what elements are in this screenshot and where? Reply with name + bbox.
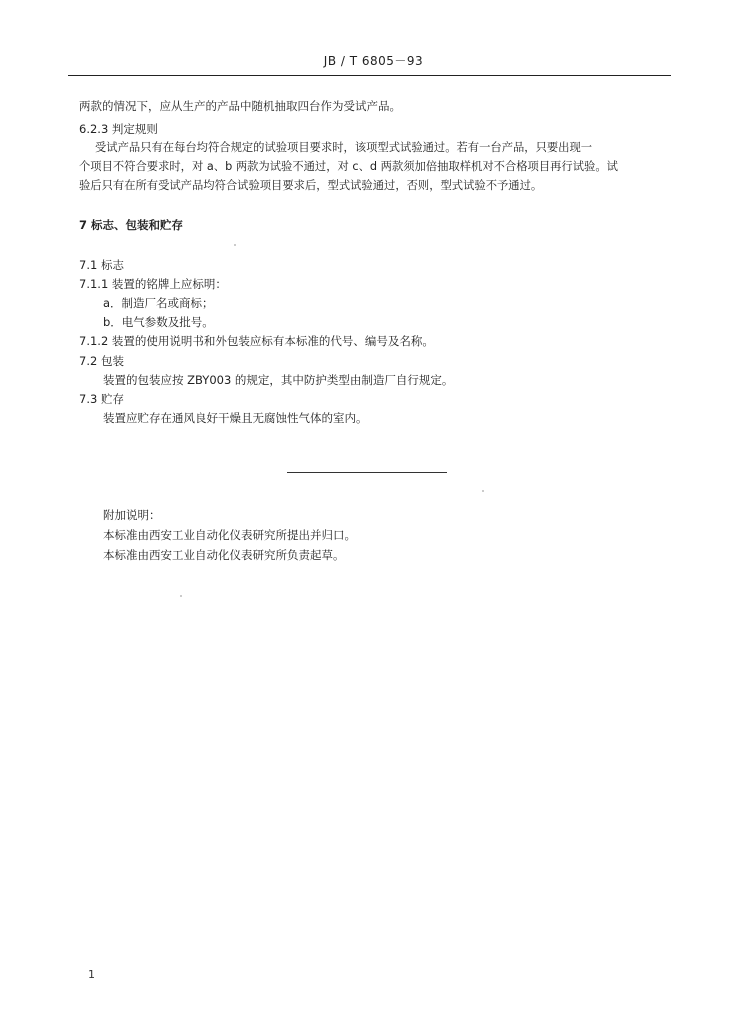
section-7-3-heading: 7.3 贮存 <box>79 392 124 406</box>
additional-notes-title: 附加说明： <box>103 508 161 522</box>
storage-text: 装置应贮存在通风良好干燥且无腐蚀性气体的室内。 <box>103 411 368 425</box>
end-of-text-rule <box>287 472 447 473</box>
item-a-manufacturer: a．制造厂名或商标； <box>103 296 214 310</box>
additional-notes-line-2: 本标准由西安工业自动化仪表研究所负责起草。 <box>103 548 345 562</box>
section-7-1-2: 7.1.2 装置的使用说明书和外包装应标有本标准的代号、编号及名称。 <box>79 334 434 348</box>
additional-notes-line-1: 本标准由西安工业自动化仪表研究所提出并归口。 <box>103 528 356 542</box>
item-b-electrical-params: b．电气参数及批号。 <box>103 315 214 329</box>
page-number: 1 <box>88 968 95 981</box>
scan-speck <box>234 244 236 246</box>
packaging-text: 装置的包装应按 ZBY003 的规定，其中防护类型由制造厂自行规定。 <box>103 373 454 387</box>
judgement-rule-line-2: 个项目不符合要求时，对 a、b 两款为试验不通过，对 c、d 两款须加倍抽取样机对不合格项目再行试验。试 <box>79 160 618 173</box>
scan-speck <box>180 595 182 597</box>
judgement-rule-line-1: 受试产品只有在每台均符合规定的试验项目要求时，该项型式试验通过。若有一台产品，只要出现一 <box>95 141 593 154</box>
section-7-1-heading: 7.1 标志 <box>79 258 124 272</box>
standard-code-header: JB / T 6805－93 <box>323 54 424 68</box>
judgement-rule-line-3: 验后只有在所有受试产品均符合试验项目要求后，型式试验通过，否则，型式试验不予通过。 <box>79 179 543 192</box>
section-7-1-1: 7.1.1 装置的铭牌上应标明： <box>79 277 227 291</box>
scan-speck <box>482 490 484 492</box>
section-7-2-heading: 7.2 包装 <box>79 354 124 368</box>
paragraph-sample-selection: 两款的情况下，应从生产的产品中随机抽取四台作为受试产品。 <box>79 99 401 113</box>
section-7-heading: 7 标志、包装和贮存 <box>79 218 184 232</box>
header-divider <box>68 75 671 76</box>
section-6-2-3-heading: 6.2.3 判定规则 <box>79 122 158 136</box>
